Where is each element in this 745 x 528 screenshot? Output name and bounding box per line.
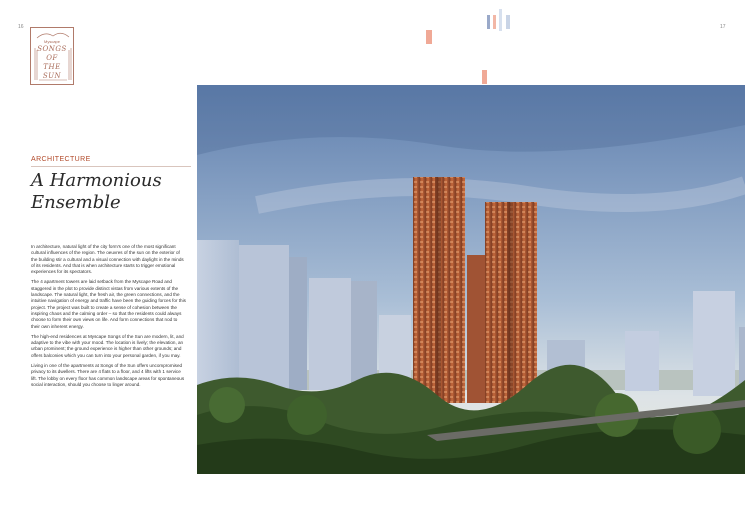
body-text [31,244,187,392]
paragraph: Living in one of the apartments at Songs of the Sun offers uncompromised privacy to its dwellers. There are 4 flats to a floor, and 4 lifts with 1 service lift. The lobby on every floor has common landscape areas for spontaneous social interaction, should you choose to linger around. [31,363,185,387]
paragraph: The 4 apartment towers are laid setback from the Myscape Road and staggered in the plot to provide distinct vistas from various extents of the landscape. The natural light, the fresh air, the green connections, and the intuitive navigation of energy and traffic have been the guiding forces for this project. The project was built to create a sense of cohesion between the inspiring chaos and the calming order – so that the residents could always choose to form their own views on life. And form connections that nod to their own inherent energy. [31,279,186,329]
decor-bar [487,15,490,29]
logo-word: SUN [42,72,62,80]
title-line: Ensemble [31,192,121,213]
page-title [31,170,191,214]
decor-bar [482,70,487,84]
decor-bar [499,9,502,31]
logo-word: THE [43,63,61,71]
title-line: A Harmonious [31,170,162,191]
architecture-rendering-image [197,85,745,474]
divider [31,166,191,167]
paragraph: The high-end residences at Myscape Songs of the Sun are modern, lit, and adaptive to the vibe with your mood. The location is lively; the elevation, an urban prominent; the ground experience is higher than other grounds; and offers balconies which you can turn into your personal garden, if you may. [31,333,184,358]
left-page-number: 16 [18,24,24,30]
logo-brand-text: Myscape [43,39,60,44]
right-page-number: 17 [720,24,726,30]
logo-word: OF [46,54,58,62]
songs-of-the-sun-logo [30,27,74,85]
section-label: ARCHITECTURE [31,156,91,163]
decor-bar [493,15,496,29]
logo-word: SONGS [37,45,67,53]
decor-bar [426,30,432,44]
decor-bar [506,15,510,29]
paragraph: In architecture, natural light of the city form's one of the most significant cultural influences of the region. The oeuvres of the sun on the exterior of the building stir a cultural and a visual connection with daylight in the minds of its residents. And that is when architecture starts to trigger emotional experiences for its spectators. [31,244,184,275]
